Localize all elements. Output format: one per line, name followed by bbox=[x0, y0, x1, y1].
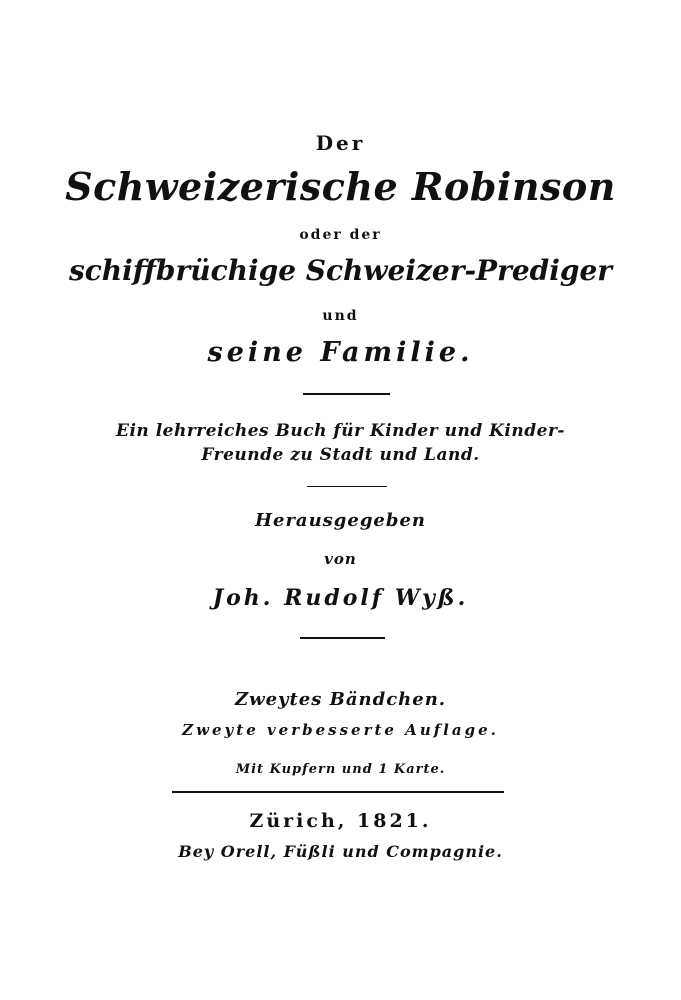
author-name: Joh. Rudolf Wyß. bbox=[212, 585, 469, 611]
subtitle: schiffbrüchige Schweizer-Prediger bbox=[68, 254, 613, 287]
connector-von: von bbox=[324, 550, 357, 568]
divider-rule bbox=[300, 637, 385, 639]
description-line-1: Ein lehrreiches Buch für Kinder und Kinder- bbox=[116, 421, 565, 441]
edition-label: Zweyte verbesserte Auflage. bbox=[182, 721, 499, 739]
main-title: Schweizerische Robinson bbox=[65, 164, 616, 209]
imprint-rule bbox=[172, 791, 504, 793]
connector-und: und bbox=[322, 308, 359, 324]
divider-rule bbox=[307, 486, 387, 487]
description-line-2: Freunde zu Stadt und Land. bbox=[201, 445, 480, 465]
connector-oder-der: oder der bbox=[299, 227, 382, 243]
volume-label: Zweytes Bändchen. bbox=[234, 689, 447, 710]
illustrations-note: Mit Kupfern und 1 Karte. bbox=[235, 762, 446, 777]
imprint-publisher: Bey Orell, Füßli und Compagnie. bbox=[178, 842, 503, 861]
imprint-place-date: Zürich, 1821. bbox=[249, 810, 432, 832]
subtitle-family: seine Familie. bbox=[207, 337, 474, 368]
divider-rule bbox=[303, 393, 390, 395]
title-article: Der bbox=[315, 131, 366, 155]
edited-by-label: Herausgegeben bbox=[254, 510, 427, 531]
